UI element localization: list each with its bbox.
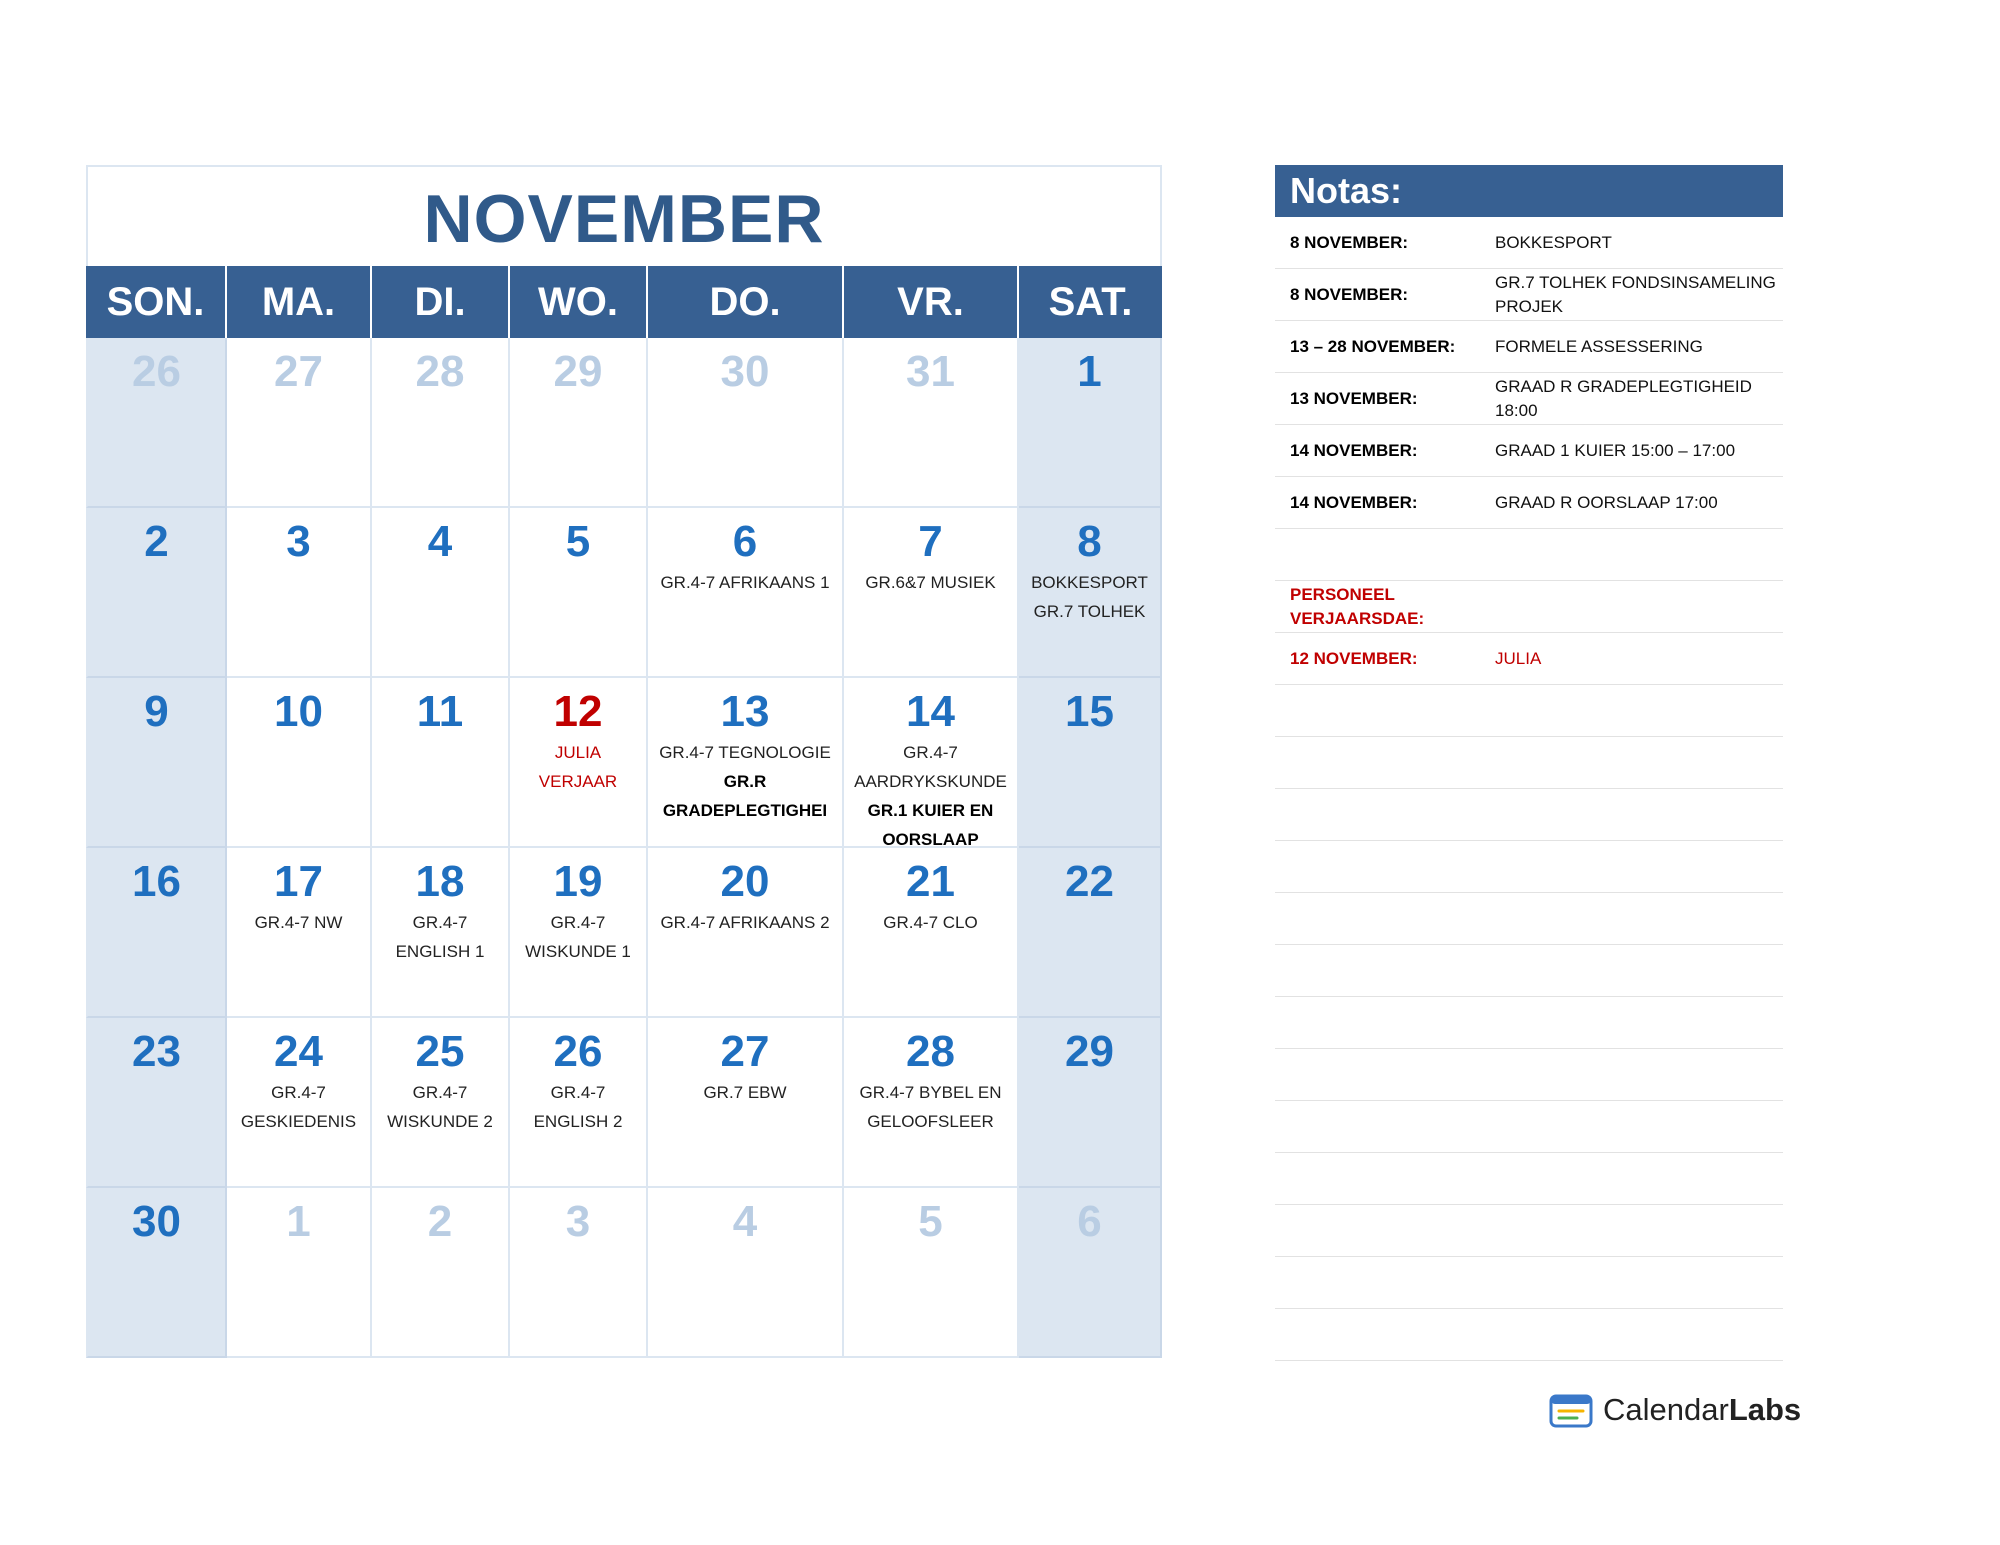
day-number: 1 — [286, 1197, 311, 1246]
day-cell — [510, 678, 648, 848]
day-number: 25 — [415, 1027, 465, 1076]
event-text: GR.4-7 WISKUNDE 1 — [525, 913, 631, 961]
event-text: GR.4-7 NW — [254, 913, 343, 932]
day-number: 8 — [1077, 517, 1102, 566]
day-cell — [227, 678, 372, 848]
event-text: GR.4-7 CLO — [883, 913, 978, 932]
day-number: 22 — [1065, 857, 1114, 906]
note-row — [1275, 1101, 1783, 1153]
day-cell — [227, 1188, 372, 1358]
calendar-week-row — [86, 848, 1162, 1018]
weekday-label: WO. — [510, 266, 648, 338]
day-number: 30 — [132, 1197, 181, 1246]
day-number: 10 — [274, 687, 323, 736]
calendar — [86, 165, 1162, 1358]
note-row — [1275, 1153, 1783, 1205]
event-text: GR.4-7 WISKUNDE 2 — [387, 1083, 493, 1131]
note-row — [1275, 425, 1783, 477]
day-number: 28 — [906, 1027, 955, 1076]
day-number: 3 — [565, 1197, 591, 1246]
day-cell — [844, 508, 1019, 678]
note-text: GRAAD R OORSLAAP 17:00 — [1495, 492, 1718, 512]
day-number: 15 — [1065, 687, 1114, 736]
logo-text — [1603, 1392, 1801, 1428]
day-number: 9 — [144, 687, 169, 736]
note-text: GRAAD R GRADEPLEGTIGHEID 18:00 — [1495, 376, 1752, 420]
day-number: 13 — [720, 687, 770, 736]
day-cell — [510, 1188, 648, 1358]
note-row — [1275, 1205, 1783, 1257]
day-cell — [86, 1018, 227, 1188]
day-cell — [648, 1188, 844, 1358]
day-number: 4 — [732, 1197, 758, 1246]
notes-title: Notas: — [1275, 165, 1783, 217]
day-number: 11 — [416, 687, 464, 736]
note-row — [1275, 217, 1783, 269]
day-number: 27 — [720, 1027, 770, 1076]
day-cell — [648, 338, 844, 508]
calendar-logo-icon — [1547, 1390, 1595, 1430]
day-cell — [1019, 848, 1162, 1018]
note-date: 14 NOVEMBER: — [1290, 492, 1418, 512]
day-cell — [227, 338, 372, 508]
day-cell — [648, 508, 844, 678]
day-number: 31 — [906, 347, 955, 396]
day-number: 6 — [732, 517, 758, 566]
day-cell — [86, 508, 227, 678]
note-row — [1275, 789, 1783, 841]
day-number: 7 — [918, 517, 943, 566]
day-cell — [510, 508, 648, 678]
day-cell — [1019, 338, 1162, 508]
logo-text-part1: Calendar — [1603, 1392, 1729, 1427]
day-cell — [372, 338, 510, 508]
note-date: PERSONEEL VERJAARSDAE: — [1290, 584, 1425, 628]
day-cell — [1019, 1018, 1162, 1188]
day-cell — [86, 1188, 227, 1358]
note-text: BOKKESPORT — [1495, 232, 1612, 252]
event-text: GR.4-7 TEGNOLOGIE — [659, 743, 831, 762]
weekday-label: SON. — [86, 266, 227, 338]
note-row — [1275, 529, 1783, 581]
day-cell — [86, 848, 227, 1018]
note-date: 12 NOVEMBER: — [1290, 648, 1418, 668]
note-row — [1275, 893, 1783, 945]
event-text: GR.4-7 ENGLISH 2 — [533, 1083, 623, 1131]
note-text: GRAAD 1 KUIER 15:00 – 17:00 — [1495, 440, 1736, 460]
day-cell — [648, 678, 844, 848]
day-number: 19 — [553, 857, 603, 906]
day-cell — [1019, 508, 1162, 678]
calendar-grid — [86, 338, 1162, 1358]
weekday-label: DI. — [372, 266, 510, 338]
weekday-label: SAT. — [1019, 266, 1162, 338]
day-number: 26 — [132, 347, 181, 396]
note-row — [1275, 1257, 1783, 1309]
note-date: 13 NOVEMBER: — [1290, 388, 1418, 408]
day-cell — [510, 848, 648, 1018]
note-row — [1275, 373, 1783, 425]
day-cell — [227, 508, 372, 678]
note-row — [1275, 477, 1783, 529]
day-number: 17 — [274, 857, 323, 906]
day-number: 6 — [1077, 1197, 1102, 1246]
day-cell — [648, 1018, 844, 1188]
event-text: GR.R GRADEPLEGTIGHEI — [662, 772, 828, 820]
day-number: 23 — [132, 1027, 181, 1076]
note-row — [1275, 1309, 1783, 1361]
day-cell — [1019, 1188, 1162, 1358]
note-row — [1275, 945, 1783, 997]
event-text: JULIA VERJAAR — [538, 743, 618, 791]
day-number: 5 — [918, 1197, 943, 1246]
event-text: GR.4-7 AARDRYKSKUNDE — [854, 743, 1007, 791]
day-cell — [227, 1018, 372, 1188]
day-number: 30 — [720, 347, 770, 396]
day-number: 3 — [286, 517, 311, 566]
weekday-label: DO. — [648, 266, 844, 338]
note-row — [1275, 269, 1783, 321]
weekday-label: MA. — [227, 266, 372, 338]
day-number: 29 — [553, 347, 603, 396]
event-text: GR.4-7 GESKIEDENIS — [240, 1083, 357, 1131]
day-number: 2 — [144, 517, 169, 566]
day-number: 28 — [415, 347, 465, 396]
day-cell — [372, 1188, 510, 1358]
day-cell — [1019, 678, 1162, 848]
day-cell — [86, 678, 227, 848]
day-cell — [844, 338, 1019, 508]
day-number: 20 — [720, 857, 770, 906]
event-text: GR.4-7 AFRIKAANS 2 — [660, 913, 830, 932]
calendar-week-row — [86, 1018, 1162, 1188]
day-number: 21 — [906, 857, 955, 906]
note-date: 13 – 28 NOVEMBER: — [1290, 336, 1456, 356]
event-text: GR.1 KUIER EN OORSLAAP — [867, 801, 994, 848]
day-number: 27 — [274, 347, 323, 396]
day-cell — [372, 848, 510, 1018]
note-row — [1275, 685, 1783, 737]
day-cell — [510, 338, 648, 508]
day-cell — [510, 1018, 648, 1188]
month-title: NOVEMBER — [86, 165, 1162, 266]
calendar-week-row — [86, 1188, 1162, 1358]
calendarlabs-logo — [1547, 1390, 1801, 1430]
day-cell — [86, 338, 227, 508]
day-number: 1 — [1077, 347, 1102, 396]
note-text: JULIA — [1495, 648, 1542, 668]
note-row — [1275, 1049, 1783, 1101]
note-text: GR.7 TOLHEK FONDSINSAMELING PROJEK — [1495, 272, 1776, 316]
note-row — [1275, 737, 1783, 789]
calendar-week-row — [86, 678, 1162, 848]
event-text: BOKKESPORT — [1031, 573, 1148, 592]
day-cell — [227, 848, 372, 1018]
notes-list — [1275, 217, 1783, 1361]
day-cell — [844, 1018, 1019, 1188]
day-number: 24 — [274, 1027, 323, 1076]
day-cell — [844, 678, 1019, 848]
weekday-label: VR. — [844, 266, 1019, 338]
note-row — [1275, 633, 1783, 685]
weekday-header-row — [86, 266, 1162, 338]
note-row — [1275, 321, 1783, 373]
event-text: GR.7 EBW — [703, 1083, 787, 1102]
event-text: GR.4-7 ENGLISH 1 — [395, 913, 485, 961]
day-cell — [372, 508, 510, 678]
day-cell — [844, 1188, 1019, 1358]
day-number: 14 — [906, 687, 955, 736]
notes-panel — [1275, 165, 1783, 1361]
calendar-week-row — [86, 338, 1162, 508]
day-cell — [372, 678, 510, 848]
event-text: GR.4-7 AFRIKAANS 1 — [660, 573, 830, 592]
day-cell — [372, 1018, 510, 1188]
day-number: 5 — [565, 517, 591, 566]
note-row — [1275, 997, 1783, 1049]
day-number: 2 — [427, 1197, 453, 1246]
event-text: GR.7 TOLHEK — [1033, 602, 1146, 621]
note-text: FORMELE ASSESSERING — [1495, 336, 1703, 356]
calendar-week-row — [86, 508, 1162, 678]
event-text: GR.4-7 BYBEL EN GELOOFSLEER — [859, 1083, 1002, 1131]
day-number: 29 — [1065, 1027, 1114, 1076]
day-number: 4 — [427, 517, 453, 566]
note-row — [1275, 581, 1783, 633]
day-number: 12 — [553, 687, 603, 736]
day-number: 16 — [132, 857, 181, 906]
day-number: 26 — [553, 1027, 603, 1076]
note-row — [1275, 841, 1783, 893]
logo-text-part2: Labs — [1728, 1392, 1802, 1427]
event-text: GR.6&7 MUSIEK — [865, 573, 996, 592]
day-cell — [844, 848, 1019, 1018]
day-number: 18 — [415, 857, 465, 906]
note-date: 14 NOVEMBER: — [1290, 440, 1418, 460]
day-cell — [648, 848, 844, 1018]
note-date: 8 NOVEMBER: — [1290, 232, 1409, 252]
note-date: 8 NOVEMBER: — [1290, 284, 1409, 304]
